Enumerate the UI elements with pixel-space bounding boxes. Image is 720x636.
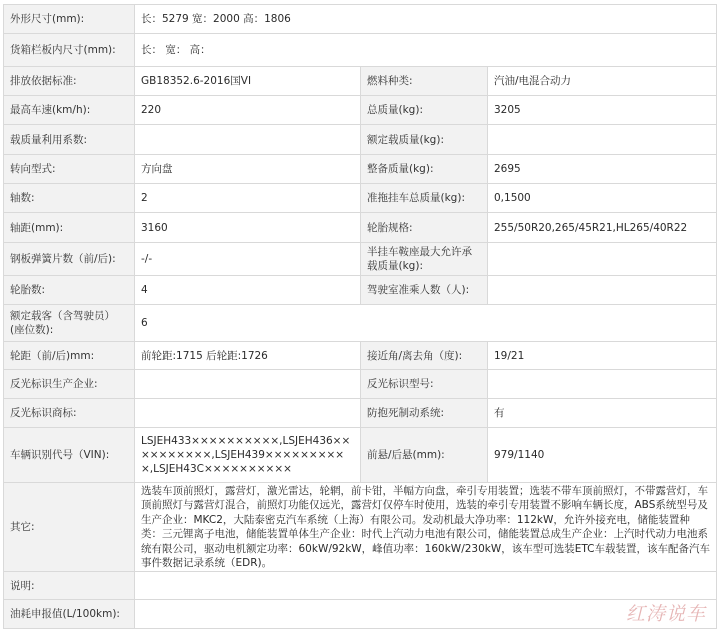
field-label: 转向型式:	[4, 155, 135, 183]
field-value: 长：5279 宽：2000 高：1806	[135, 5, 717, 33]
field-value: 方向盘	[135, 155, 361, 183]
field-label: 外形尺寸(mm):	[4, 5, 135, 33]
field-label: 载质量利用系数:	[4, 125, 135, 154]
vin-value: LSJEH433××××××××××,LSJEH436××××××××××,LSJEH439××××××××××,LSJEH43C××××××××××	[135, 428, 361, 482]
field-value	[488, 125, 717, 154]
field-label: 接近角/离去角（度):	[361, 342, 488, 369]
field-value: GB18352.6-2016国VI	[135, 67, 361, 95]
table-row	[4, 483, 717, 572]
field-value	[135, 572, 717, 599]
field-value	[488, 370, 717, 398]
field-label: 反光标识型号:	[361, 370, 488, 398]
field-value: 有	[488, 399, 717, 427]
field-value: 6	[135, 305, 717, 341]
field-label: 钢板弹簧片数（前/后):	[4, 243, 135, 275]
field-label: 轴距(mm):	[4, 213, 135, 242]
field-value: 2	[135, 184, 361, 212]
field-label: 货箱栏板内尺寸(mm):	[4, 34, 135, 66]
table-row	[4, 305, 717, 342]
field-label: 说明:	[4, 572, 135, 599]
field-label: 最高车速(km/h):	[4, 96, 135, 124]
field-value: 19/21	[488, 342, 717, 369]
field-value: -/-	[135, 243, 361, 275]
table-row	[4, 96, 717, 125]
field-label: 防抱死制动系统:	[361, 399, 488, 427]
field-value: 2695	[488, 155, 717, 183]
field-value: 979/1140	[488, 428, 717, 482]
table-row	[4, 34, 717, 67]
table-row	[4, 184, 717, 213]
watermark: 红涛说车	[625, 603, 706, 625]
field-label: 反光标识商标:	[4, 399, 135, 427]
field-value: 3205	[488, 96, 717, 124]
field-label: 前悬/后悬(mm):	[361, 428, 488, 482]
table-row	[4, 243, 717, 276]
field-label: 油耗申报值(L/100km):	[4, 600, 135, 628]
field-value: 长： 宽： 高：	[135, 34, 717, 66]
field-label: 轮胎数:	[4, 276, 135, 304]
field-value: 3160	[135, 213, 361, 242]
vehicle-spec-table	[3, 4, 717, 629]
field-label: 准拖挂车总质量(kg):	[361, 184, 488, 212]
table-row	[4, 342, 717, 370]
field-value: 220	[135, 96, 361, 124]
table-row	[4, 399, 717, 428]
field-value	[488, 276, 717, 304]
table-row	[4, 213, 717, 243]
table-row	[4, 428, 717, 483]
field-label: 整备质量(kg):	[361, 155, 488, 183]
table-row	[4, 276, 717, 305]
table-row	[4, 370, 717, 399]
field-label: 其它:	[4, 483, 135, 571]
field-label: 轴数:	[4, 184, 135, 212]
field-label: 轮胎规格:	[361, 213, 488, 242]
field-value: 前轮距:1715 后轮距:1726	[135, 342, 361, 369]
field-label: 反光标识生产企业:	[4, 370, 135, 398]
field-value: 4	[135, 276, 361, 304]
field-label: 轮距（前/后)mm:	[4, 342, 135, 369]
field-value	[135, 399, 361, 427]
field-value	[135, 370, 361, 398]
field-label: 额定载质量(kg):	[361, 125, 488, 154]
field-value: 255/50R20,265/45R21,HL265/40R22	[488, 213, 717, 242]
field-label: 燃料种类:	[361, 67, 488, 95]
table-row	[4, 572, 717, 600]
table-row	[4, 67, 717, 96]
field-label: 总质量(kg):	[361, 96, 488, 124]
field-label: 额定载客（含驾驶员）(座位数):	[4, 305, 135, 341]
table-row	[4, 5, 717, 34]
field-value	[135, 125, 361, 154]
field-value: 汽油/电混合动力	[488, 67, 717, 95]
table-row	[4, 155, 717, 184]
field-value	[488, 243, 717, 275]
table-row	[4, 125, 717, 155]
field-value	[135, 600, 717, 628]
field-label: 车辆识别代号（VIN):	[4, 428, 135, 482]
field-value: 0,1500	[488, 184, 717, 212]
field-label: 半挂车鞍座最大允许承载质量(kg):	[361, 243, 488, 275]
other-notes-value: 选装车顶前照灯，露营灯，激光雷达，轮辋，前卡钳，半幅方向盘，牵引专用装置；选装不带车顶前照灯，不带露营灯，车顶前照灯与露营灯混合，前照灯功能仅远光，露营灯仅停车时使用，选装的牵引专用装置不影响车辆长度，ABS系统型号及生产企业：MKC2，大陆泰密克汽车系统（上海）有限公司。发动机最大净功率：112kW，允许外接充电，储能装置种类：三元锂离子电池，储能装置单体生产企业：时代上汽动力电池有限公司，储能装置总成生产企业：上汽时代动力电池系统有限公司，驱动电机额定功率：60kW/92kW，峰值功率：160kW/230kW，该车型可选装ETC车载装置，该车配备汽车事件数据记录系统（EDR)。	[135, 483, 717, 571]
field-label: 驾驶室准乘人数（人):	[361, 276, 488, 304]
field-label: 排放依据标准:	[4, 67, 135, 95]
table-row	[4, 600, 717, 629]
